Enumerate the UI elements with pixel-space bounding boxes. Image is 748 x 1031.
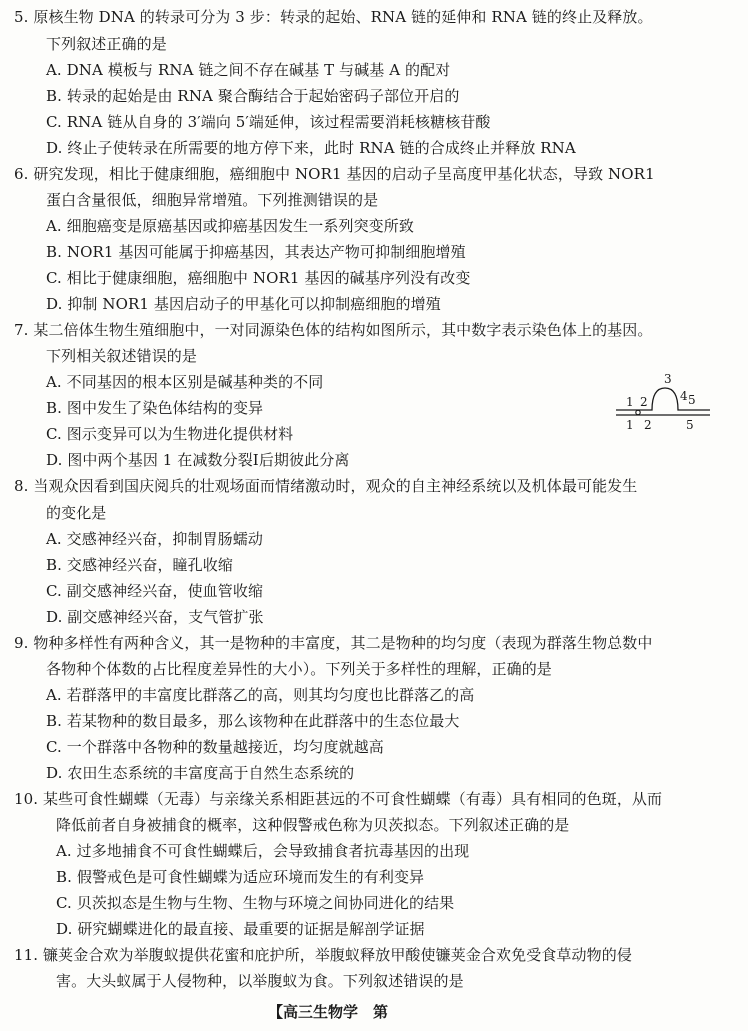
q8-stem-line1: 8. 当观众因看到国庆阅兵的壮观场面而情绪激动时，观众的自主神经系统以及机体最可能发生	[14, 477, 638, 495]
q9-stem-line2: 各物种个体数的占比程度差异性的大小）。下列关于多样性的理解，正确的是	[46, 660, 552, 678]
q7-option-c: C. 图示变异可以为生物进化提供材料	[46, 425, 294, 443]
chromosome-pair-diagram	[614, 370, 714, 432]
q7-option-d: D. 图中两个基因 1 在减数分裂Ⅰ后期彼此分离	[46, 451, 350, 469]
q9-option-b: B. 若某物种的数目最多，那么该物种在此群落中的生态位最大	[46, 712, 460, 730]
q10-option-d: D. 研究蝴蝶进化的最直接、最重要的证据是解剖学证据	[56, 920, 425, 938]
q10-option-b: B. 假警戒色是可食性蝴蝶为适应环境而发生的有利变异	[56, 868, 425, 886]
q9-option-a: A. 若群落甲的丰富度比群落乙的高，则其均匀度也比群落乙的高	[46, 686, 475, 704]
diagram-top-gene-3: 3	[664, 372, 672, 386]
q9-stem-line1: 9. 物种多样性有两种含义，其一是物种的丰富度，其二是物种的均匀度（表现为群落生物总数中	[14, 634, 653, 652]
diagram-bottom-gene-1: 1	[626, 418, 634, 432]
q5-option-a: A. DNA 模板与 RNA 链之间不存在碱基 T 与碱基 A 的配对	[46, 61, 451, 79]
q6-option-d: D. 抑制 NOR1 基因启动子的甲基化可以抑制癌细胞的增殖	[46, 295, 441, 313]
q8-option-b: B. 交感神经兴奋，瞳孔收缩	[46, 556, 233, 574]
q10-option-c: C. 贝茨拟态是生物与生物、生物与环境之间协同进化的结果	[56, 894, 455, 912]
diagram-top-gene-2: 2	[640, 395, 648, 409]
q7-option-a: A. 不同基因的根本区别是碱基种类的不同	[46, 373, 324, 391]
q10-stem-line2: 降低前者自身被捕食的概率，这种假警戒色称为贝茨拟态。下列叙述正确的是	[56, 816, 570, 834]
q6-stem-line1: 6. 研究发现，相比于健康细胞，癌细胞中 NOR1 基因的启动子呈高度甲基化状态，导致 NOR1	[14, 165, 655, 183]
q8-option-d: D. 副交感神经兴奋，支气管扩张	[46, 608, 264, 626]
diagram-top-gene-4: 4	[680, 389, 688, 403]
q5-option-b: B. 转录的起始是由 RNA 聚合酶结合于起始密码子部位开启的	[46, 87, 460, 105]
q11-stem-line2: 害。大头蚁属于人侵物种，以举腹蚁为食。下列叙述错误的是	[56, 972, 464, 990]
q10-stem-line1: 10. 某些可食性蝴蝶（无毒）与亲缘关系相距甚远的不可食性蝴蝶（有毒）具有相同的色斑，从而	[14, 790, 663, 808]
q5-stem-line2: 下列叙述正确的是	[46, 35, 167, 53]
q7-stem-line1: 7. 某二倍体生物生殖细胞中，一对同源染色体的结构如图所示，其中数字表示染色体上的基因。	[14, 321, 653, 339]
diagram-top-gene-5: 5	[688, 393, 696, 407]
q7-option-b: B. 图中发生了染色体结构的变异	[46, 399, 264, 417]
diagram-bottom-gene-2: 2	[644, 418, 652, 432]
q11-stem-line1: 11. 镰荚金合欢为举腹蚁提供花蜜和庇护所，举腹蚁释放甲酸使镰荚金合欢免受食草动物的侵	[14, 946, 632, 964]
q10-option-a: A. 过多地捕食不可食性蝴蝶后，会导致捕食者抗毒基因的出现	[56, 842, 470, 860]
q5-stem-line1: 5. 原核生物 DNA 的转录可分为 3 步：转录的起始、RNA 链的延伸和 RNA 链的终止及释放。	[14, 8, 653, 26]
q8-option-a: A. 交感神经兴奋，抑制胃肠蠕动	[46, 530, 263, 548]
q8-option-c: C. 副交感神经兴奋，使血管收缩	[46, 582, 264, 600]
q6-option-b: B. NOR1 基因可能属于抑癌基因，其表达产物可抑制细胞增殖	[46, 243, 466, 261]
q6-stem-line2: 蛋白含量很低，细胞异常增殖。下列推测错误的是	[46, 191, 379, 209]
q5-option-c: C. RNA 链从自身的 3′端向 5′端延伸，该过程需要消耗核糖核苷酸	[46, 113, 491, 131]
q6-option-a: A. 细胞癌变是原癌基因或抑癌基因发生一系列突变所致	[46, 217, 414, 235]
q6-option-c: C. 相比于健康细胞，癌细胞中 NOR1 基因的碱基序列没有改变	[46, 269, 471, 287]
diagram-top-gene-1: 1	[626, 395, 634, 409]
page-footer: 【高三生物学 第	[268, 1003, 389, 1021]
q8-stem-line2: 的变化是	[46, 504, 107, 522]
q5-option-d: D. 终止子使转录在所需要的地方停下来，此时 RNA 链的合成终止并释放 RNA	[46, 139, 576, 157]
diagram-centromere	[636, 410, 640, 414]
q7-stem-line2: 下列相关叙述错误的是	[46, 347, 198, 365]
diagram-bottom-gene-5: 5	[686, 418, 694, 432]
q9-option-d: D. 农田生态系统的丰富度高于自然生态系统的	[46, 764, 355, 782]
q9-option-c: C. 一个群落中各物种的数量越接近，均匀度就越高	[46, 738, 384, 756]
